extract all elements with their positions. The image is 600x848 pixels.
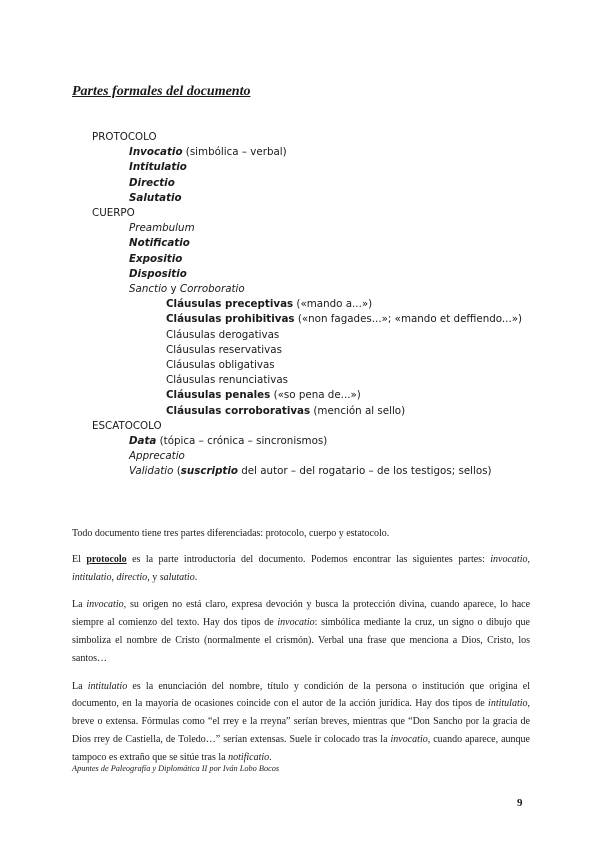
clausula-label: Cláusulas preceptivas	[166, 298, 294, 311]
text-span: ,	[527, 553, 530, 565]
page-footer: Apuntes de Paleografía y Diplomática II por Iván Lobo Bocos	[72, 764, 280, 773]
outline-validatio-note: del autor – del rogatario – de los testigos; sellos)	[237, 465, 492, 478]
paragraph-intitulatio	[72, 678, 530, 767]
term-intitulatio: intitulatio	[72, 571, 112, 583]
term-salutatio: salutatio	[159, 571, 195, 583]
term-invocatio: invocatio	[490, 553, 528, 565]
outline-data-note: (tópica – crónica – sincronismos)	[156, 435, 328, 448]
term-directio: directio	[116, 571, 148, 583]
outline-dispositio: Dispositio	[129, 267, 187, 280]
text-span: es la enunciación del nombre, título y condición de la persona o institución que origina el documento, en la mayoría de ocasiones coincide con el autor de la acción jurídica. Hay dos tipos de	[72, 680, 531, 710]
text-span: El	[72, 553, 87, 565]
clausula-derogativas: Cláusulas derogativas	[166, 328, 280, 341]
text-span: La	[72, 599, 87, 611]
text-span: su origen no está claro, expresa devoción y busca la protección divina, cuando aparece, lo hace siempre al comienzo del texto. Hay dos tipos de	[72, 599, 531, 629]
clausula-note: (mención al sello)	[310, 404, 406, 417]
outline-validatio	[92, 464, 572, 479]
outline-expositio: Expositio	[129, 252, 183, 265]
outline-escatocolo: ESCATOCOLO	[92, 419, 162, 432]
paragraph-protocolo	[72, 551, 530, 587]
body-text	[72, 525, 530, 777]
paragraph-invocatio	[72, 596, 530, 667]
clausula-obligativas: Cláusulas obligativas	[166, 359, 275, 372]
term-invocatio: invocatio	[277, 617, 315, 629]
clausula-note: («mando a...»)	[293, 298, 373, 311]
outline-apprecatio: Apprecatio	[129, 450, 185, 463]
clausula-penales	[92, 388, 572, 403]
term-protocolo: protocolo	[86, 553, 127, 565]
outline-cuerpo: CUERPO	[92, 207, 135, 220]
text-span: es la parte introductoria del documento. Podemos encontrar las siguientes partes:	[126, 553, 491, 565]
text-span: : simbólica mediante la cruz, un signo o dibujo que simboliza el nombre de Cristo (normalmente el crismón). Verbal una frase que menciona a Dios, Cristo, los santos…	[72, 617, 530, 664]
document-title: Partes formales del documento	[72, 84, 251, 99]
clausula-label: Cláusulas prohibitivas	[166, 313, 295, 326]
page-number: 9	[517, 797, 523, 809]
outline-sanctio-corroboratio	[92, 282, 572, 297]
clausula-renunciativas: Cláusulas renunciativas	[166, 374, 289, 387]
paragraph-intro: Todo documento tiene tres partes diferenciadas: protocolo, cuerpo y estatocolo.	[72, 528, 390, 539]
text-span: .	[194, 571, 198, 583]
outline-validatio-label: Validatio	[129, 465, 174, 478]
clausula-label: Cláusulas corroborativas	[166, 404, 311, 417]
outline-data	[92, 434, 572, 449]
outline-directio: Directio	[129, 176, 175, 189]
clausula-reservativas: Cláusulas reservativas	[166, 343, 282, 356]
outline-sanctio-conj: y	[167, 283, 180, 296]
text-span: , breve o extensa. Fórmulas como “el rrey e la rreyna” serían breves, mientras que “Don Sancho por la gracia de Dios rrey de Castiella, de Toledo…” serían extensas. Suele ir colocado tras la	[72, 698, 530, 745]
term-invocatio: invocatio	[390, 733, 428, 745]
term-invocatio: invocatio,	[86, 599, 127, 611]
clausula-label: Cláusulas penales	[166, 389, 271, 402]
outline-invocatio	[92, 145, 572, 160]
term-intitulatio: intitulatio	[488, 698, 528, 710]
text-span: , y	[147, 571, 160, 583]
clausula-note: («non fagades...»; «mando et deffiendo...»)	[294, 313, 523, 326]
outline-invocatio-label: Invocatio	[129, 146, 183, 159]
outline-invocatio-note: (simbólica – verbal)	[182, 146, 287, 159]
term-notificatio: notificatio	[228, 751, 270, 763]
clausula-preceptivas	[92, 297, 572, 312]
document-parts-outline	[92, 130, 572, 480]
outline-corroboratio-label: Corroboratio	[179, 283, 245, 296]
outline-notificatio: Notificatio	[129, 237, 190, 250]
term-intitulatio: intitulatio	[87, 680, 128, 692]
text-span: La	[72, 680, 88, 692]
outline-protocolo: PROTOCOLO	[92, 131, 157, 143]
outline-data-label: Data	[129, 435, 157, 448]
outline-salutatio: Salutatio	[129, 191, 182, 204]
clausula-corroborativas	[92, 404, 572, 419]
outline-suscriptio: suscriptio	[180, 465, 238, 478]
outline-sanctio-label: Sanctio	[129, 283, 168, 296]
clausula-prohibitivas	[92, 312, 572, 327]
text-span: .	[269, 751, 272, 763]
text-span: ,	[111, 571, 117, 583]
outline-validatio-open: (	[173, 465, 181, 478]
clausula-note: («so pena de...»)	[270, 389, 361, 402]
outline-intitulatio: Intitulatio	[129, 161, 187, 174]
outline-preambulum: Preambulum	[129, 222, 195, 235]
text-span: , cuando aparece, aunque tampoco es extraño que se sitúe tras la	[72, 733, 530, 763]
